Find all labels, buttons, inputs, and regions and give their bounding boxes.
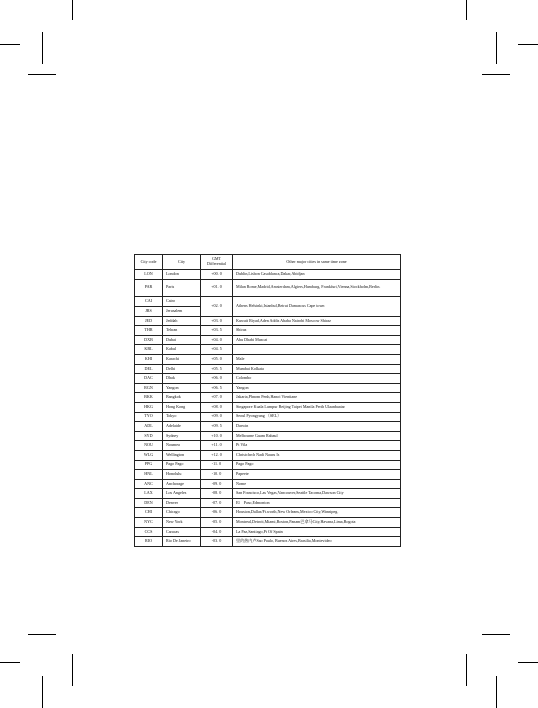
table-row [135, 412, 401, 422]
crop-mark-top-right-vertical [496, 32, 497, 64]
table-row [135, 335, 401, 345]
table-row [135, 354, 401, 364]
other-cities: La Paz,Santiago,Pt Of Spain [233, 527, 401, 537]
table-row [135, 270, 401, 280]
gmt-differential: -04. 0 [201, 527, 233, 537]
header-gmt-differential: GMT Differential [201, 255, 233, 270]
gmt-differential: +03. 0 [201, 316, 233, 326]
other-cities: Pago Pago [233, 460, 401, 470]
other-cities: Darwin [233, 422, 401, 432]
table-row [135, 345, 401, 355]
table-row [135, 431, 401, 441]
gmt-differential: +10. 0 [201, 431, 233, 441]
other-cities: Montreal,Detroit,Miami,Boston,Panam巴拿马City,Havana,Lima,Bogota [233, 518, 401, 528]
city-code: RIO [135, 537, 163, 547]
gmt-differential: +12. 0 [201, 450, 233, 460]
city-code: CHI [135, 508, 163, 518]
gmt-differential: +05. 0 [201, 354, 233, 364]
other-cities: Yangon [233, 383, 401, 393]
table-row [135, 296, 401, 306]
table-row [135, 527, 401, 537]
city-name: Honolulu [163, 470, 201, 480]
table-row [135, 422, 401, 432]
header-city-code: City code [135, 255, 163, 270]
city-code: KBL [135, 345, 163, 355]
gmt-differential: -05. 0 [201, 518, 233, 528]
table-row [135, 316, 401, 326]
other-cities: Christchrch Nadi Nauru Is [233, 450, 401, 460]
gmt-differential: +00. 0 [201, 270, 233, 280]
gmt-differential: +07. 0 [201, 393, 233, 403]
crop-mark-bottom-right-horizontal-2 [518, 662, 538, 663]
city-code: PPG [135, 460, 163, 470]
city-code: ADL [135, 422, 163, 432]
city-name: Dubai [163, 335, 201, 345]
city-code: RGN [135, 383, 163, 393]
gmt-differential: +01. 0 [201, 279, 233, 296]
gmt-differential: -08. 0 [201, 489, 233, 499]
table-row [135, 460, 401, 470]
city-code: HKG [135, 402, 163, 412]
crop-mark-bottom-left-horizontal [28, 634, 56, 635]
table-row [135, 479, 401, 489]
city-code: THR [135, 326, 163, 336]
city-name: Paris [163, 279, 201, 296]
other-cities: Male [233, 354, 401, 364]
city-name: Jeddah [163, 316, 201, 326]
city-name: Wellington [163, 450, 201, 460]
city-name: London [163, 270, 201, 280]
crop-mark-bottom-left-vertical-2 [72, 654, 73, 686]
city-name: Dhak [163, 374, 201, 384]
gmt-differential: +09. 0 [201, 412, 233, 422]
other-cities: Milan Rome,Madrid,Amsterdam,Algiers,Hamburg, Frankfurt,Vienna,Stockholm,Berlin. [233, 279, 401, 296]
other-cities: Dublin,Lisbon Casablanca,Dakar,Abidjan [233, 270, 401, 280]
table-row [135, 498, 401, 508]
city-name: Noumea [163, 441, 201, 451]
gmt-differential: +05. 5 [201, 364, 233, 374]
other-cities: Nome [233, 479, 401, 489]
gmt-differential: -09. 0 [201, 479, 233, 489]
gmt-differential: +03. 5 [201, 326, 233, 336]
city-code: DEN [135, 498, 163, 508]
table-row [135, 450, 401, 460]
city-name: Karachi [163, 354, 201, 364]
table-row [135, 383, 401, 393]
city-name: Tehran [163, 326, 201, 336]
crop-mark-top-left-horizontal [28, 74, 56, 75]
city-code: PAR [135, 279, 163, 296]
gmt-differential: -11. 0 [201, 460, 233, 470]
gmt-differential: +04. 0 [201, 335, 233, 345]
other-cities: Mumbai Kolkata [233, 364, 401, 374]
city-name: Adelaide [163, 422, 201, 432]
table-row [135, 279, 401, 296]
table-row [135, 537, 401, 547]
gmt-differential: -06. 0 [201, 508, 233, 518]
crop-mark-top-right-horizontal-2 [518, 44, 538, 45]
city-code: NYC [135, 518, 163, 528]
city-name: Cairo [163, 296, 201, 306]
time-zone-table [134, 254, 401, 547]
gmt-differential: +02. 0 [201, 296, 233, 316]
city-name: Tokyo [163, 412, 201, 422]
city-name: Bangkok [163, 393, 201, 403]
header-other-cities: Other major cities in same time zone [233, 255, 401, 270]
city-name: Hong Kong [163, 402, 201, 412]
table-row [135, 518, 401, 528]
city-name: New York [163, 518, 201, 528]
other-cities: Houston,Dallas/Ft.worth,New Orleans,Mexico City,Winnipeg. [233, 508, 401, 518]
gmt-differential: -07. 0 [201, 498, 233, 508]
other-cities: Athens Helsinki,Istanbul,Beirut Damascus Cape town [233, 296, 401, 316]
crop-mark-top-left-vertical [42, 32, 43, 64]
crop-mark-top-left-vertical-2 [72, 0, 73, 20]
city-name: Pago Pago [163, 460, 201, 470]
city-name: Chicago [163, 508, 201, 518]
header-city: City [163, 255, 201, 270]
city-code: ANC [135, 479, 163, 489]
city-code: CCS [135, 527, 163, 537]
city-code: DXB [135, 335, 163, 345]
other-cities: Colombo [233, 374, 401, 384]
city-name: Rio De Janeiro [163, 537, 201, 547]
other-cities: Singapore Kuala Lumpur Beijing Taipei Manila Perth Ulaanbaatar [233, 402, 401, 412]
city-code: BKK [135, 393, 163, 403]
city-name: Yangon [163, 383, 201, 393]
other-cities: Seoul Pyongyang （SEL） [233, 412, 401, 422]
table-row [135, 508, 401, 518]
gmt-differential: +08. 0 [201, 402, 233, 412]
gmt-differential: -10. 0 [201, 470, 233, 480]
city-name: Jerusalem [163, 306, 201, 316]
crop-mark-bottom-left-horizontal-2 [0, 662, 20, 663]
city-code: LON [135, 270, 163, 280]
city-code: CAI [135, 296, 163, 306]
other-cities: Pt Vila [233, 441, 401, 451]
city-name: Los Angeles [163, 489, 201, 499]
other-cities [233, 345, 401, 355]
gmt-differential: +06. 0 [201, 374, 233, 384]
crop-mark-bottom-right-vertical [496, 676, 497, 708]
crop-mark-top-right-horizontal [482, 74, 510, 75]
city-name: Delhi [163, 364, 201, 374]
other-cities: Shiraz [233, 326, 401, 336]
other-cities: Melbourne Guam Rabaul [233, 431, 401, 441]
gmt-differential: +06. 5 [201, 383, 233, 393]
table-row [135, 364, 401, 374]
city-code: NOU [135, 441, 163, 451]
other-cities: Jakarta,Phnom Penh,Hanoi Vientiane [233, 393, 401, 403]
other-cities: San Francisco,Las Vegas,Vancouver,Seattle Tacoma,Dawson City [233, 489, 401, 499]
gmt-differential: +09. 5 [201, 422, 233, 432]
crop-mark-top-left-horizontal-2 [0, 44, 20, 45]
crop-mark-bottom-right-vertical-2 [466, 654, 467, 686]
table-row [135, 470, 401, 480]
table-row [135, 393, 401, 403]
gmt-differential: -03. 0 [201, 537, 233, 547]
table-row [135, 489, 401, 499]
other-cities: 里约热内卢Sao Paulo, Buenos Aires,Brasilia,Montevideo [233, 537, 401, 547]
city-code: KHI [135, 354, 163, 364]
table-row [135, 374, 401, 384]
other-cities: Kuwait Riyad,Aden Addis Ababa Nairobi Moscow Shiraz [233, 316, 401, 326]
city-code: HNL [135, 470, 163, 480]
city-name: Denver [163, 498, 201, 508]
table-row [135, 402, 401, 412]
city-code: SYD [135, 431, 163, 441]
city-code: JRS [135, 306, 163, 316]
city-name: Anchorage [163, 479, 201, 489]
other-cities: El Paso,Edmonton [233, 498, 401, 508]
city-code: JED [135, 316, 163, 326]
table-row [135, 441, 401, 451]
city-code: DEL [135, 364, 163, 374]
other-cities: Papeete [233, 470, 401, 480]
city-code: WLG [135, 450, 163, 460]
city-name: Sydney [163, 431, 201, 441]
crop-mark-bottom-right-horizontal [482, 634, 510, 635]
city-code: DAC [135, 374, 163, 384]
crop-mark-bottom-left-vertical [42, 676, 43, 708]
table-row [135, 326, 401, 336]
crop-mark-top-right-vertical-2 [466, 0, 467, 20]
gmt-differential: +11. 0 [201, 441, 233, 451]
table-header-row [135, 255, 401, 270]
city-name: Kabul [163, 345, 201, 355]
city-name: Caracas [163, 527, 201, 537]
other-cities: Abu Dhabi Muscat [233, 335, 401, 345]
gmt-differential: +04. 5 [201, 345, 233, 355]
city-code: LAX [135, 489, 163, 499]
city-code: TYO [135, 412, 163, 422]
